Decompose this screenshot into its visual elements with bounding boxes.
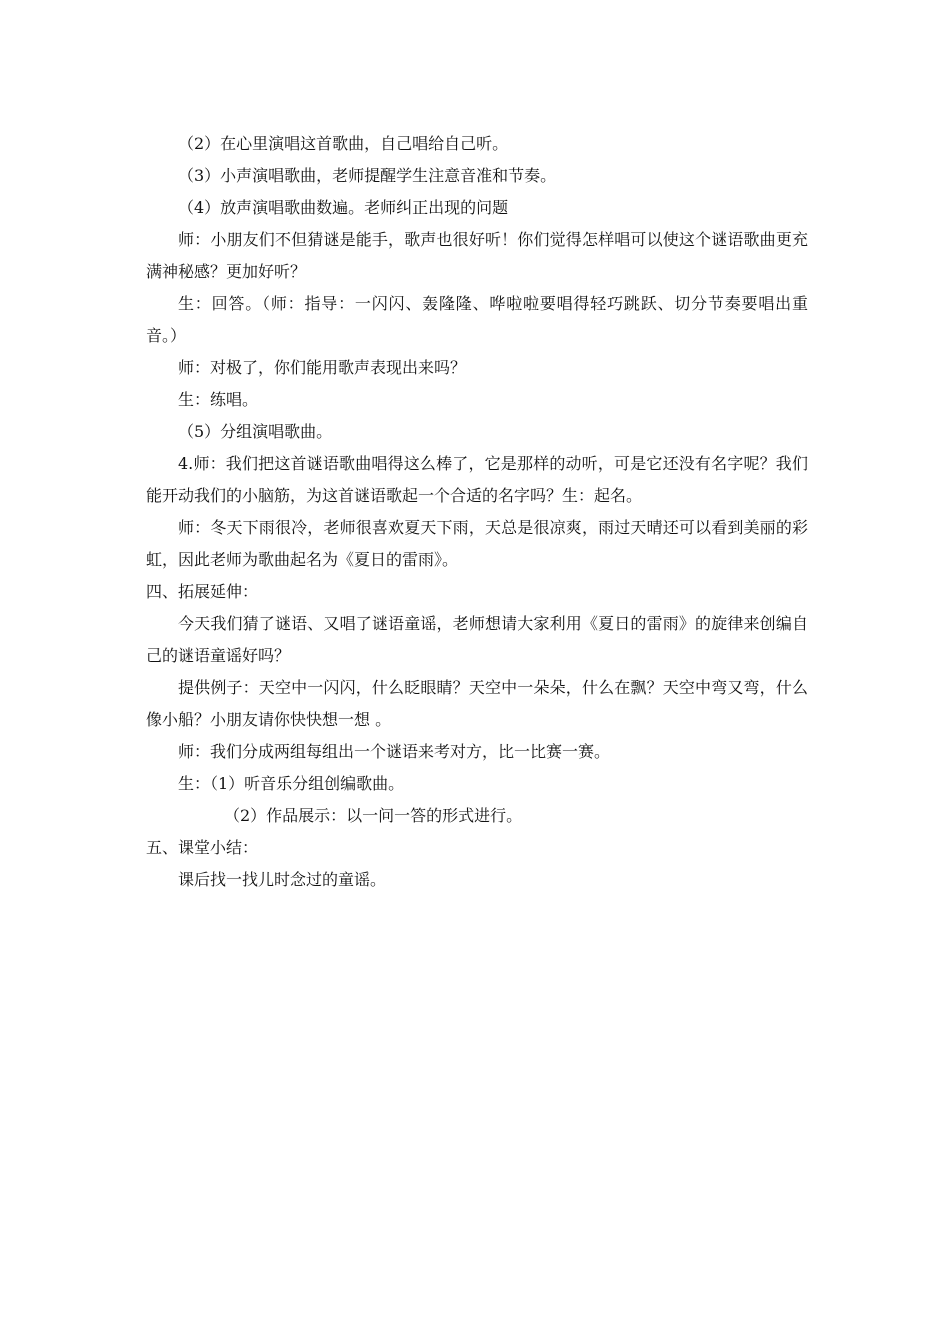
paragraph-step-3: （3）小声演唱歌曲，老师提醒学生注意音准和节奏。: [178, 166, 557, 185]
paragraph-teacher-question: 师：小朋友们不但猜谜是能手，歌声也很好听！你们觉得怎样唱可以使这个谜语歌曲更充满神秘感？更加好听？: [146, 230, 808, 281]
section-heading-summary: 五、课堂小结：: [146, 838, 259, 857]
paragraph-step-4: （4）放声演唱歌曲数遍。老师纠正出现的问题: [178, 198, 509, 217]
paragraph-song-title: 师：冬天下雨很冷，老师很喜欢夏天下雨，天总是很凉爽，雨过天晴还可以看到美丽的彩虹，因此老师为歌曲起名为《夏日的雷雨》。: [146, 518, 808, 569]
paragraph-homework: 课后找一找儿时念过的童谣。: [178, 870, 387, 889]
section-heading-extension: 四、拓展延伸：: [146, 582, 259, 601]
paragraph-student-answer: 生：回答。（师：指导：一闪闪、轰隆隆、哗啦啦要唱得轻巧跳跃、切分节奏要唱出重音。）: [146, 294, 808, 345]
paragraph-step-2: （2）在心里演唱这首歌曲，自己唱给自己听。: [178, 134, 509, 153]
paragraph-examples: 提供例子：天空中一闪闪，什么眨眼睛？天空中一朵朵，什么在飘？天空中弯又弯，什么像小船？小朋友请你快快想一想 。: [146, 678, 808, 729]
document-body: [146, 128, 808, 896]
paragraph-student-step-1: 生：（1）听音乐分组创编歌曲。: [178, 774, 405, 793]
paragraph-extension-intro: 今天我们猜了谜语、又唱了谜语童谣，老师想请大家利用《夏日的雷雨》的旋律来创编自己的谜语童谣好吗？: [146, 614, 808, 665]
paragraph-step-5: （5）分组演唱歌曲。: [178, 422, 333, 441]
paragraph-student-practice: 生：练唱。: [178, 390, 259, 409]
paragraph-group-contest: 师：我们分成两组每组出一个谜语来考对方，比一比赛一赛。: [178, 742, 611, 761]
paragraph-teacher-prompt: 师：对极了，你们能用歌声表现出来吗？: [178, 358, 467, 377]
paragraph-student-step-2: （2）作品展示：以一问一答的形式进行。: [224, 806, 523, 825]
paragraph-naming-song: 4.师：我们把这首谜语歌曲唱得这么棒了，它是那样的动听，可是它还没有名字呢？我们能开动我们的小脑筋，为这首谜语歌起一个合适的名字吗？生：起名。: [146, 454, 808, 505]
